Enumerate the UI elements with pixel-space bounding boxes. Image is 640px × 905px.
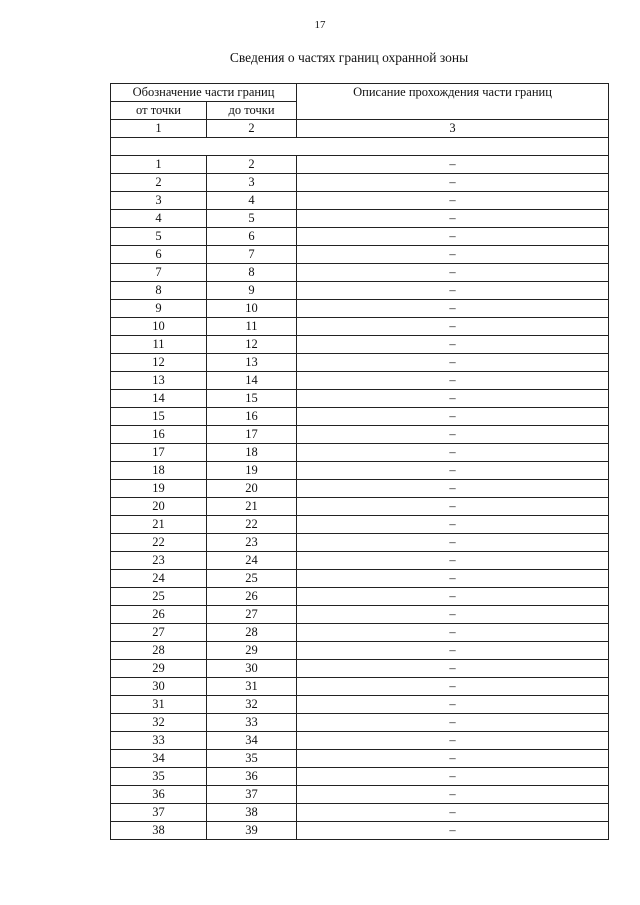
- to-point-cell: 19: [207, 462, 297, 480]
- to-point-cell: 6: [207, 228, 297, 246]
- from-point-cell: 35: [111, 768, 207, 786]
- table-row: [111, 282, 609, 300]
- to-point-cell: 7: [207, 246, 297, 264]
- to-point-cell: 31: [207, 678, 297, 696]
- column-number: 2: [207, 120, 297, 138]
- description-cell: –: [297, 750, 609, 768]
- table-row: [111, 480, 609, 498]
- description-cell: –: [297, 534, 609, 552]
- from-point-cell: 25: [111, 588, 207, 606]
- to-point-cell: 25: [207, 570, 297, 588]
- description-cell: –: [297, 714, 609, 732]
- header-row-group: [111, 84, 609, 102]
- description-cell: –: [297, 696, 609, 714]
- table-row: [111, 588, 609, 606]
- description-cell: –: [297, 282, 609, 300]
- to-point-cell: 8: [207, 264, 297, 282]
- from-point-cell: 8: [111, 282, 207, 300]
- description-cell: –: [297, 300, 609, 318]
- to-point-cell: 32: [207, 696, 297, 714]
- from-point-cell: 6: [111, 246, 207, 264]
- from-point-cell: 38: [111, 822, 207, 840]
- from-point-cell: 29: [111, 660, 207, 678]
- description-cell: –: [297, 264, 609, 282]
- description-cell: –: [297, 192, 609, 210]
- from-point-cell: 22: [111, 534, 207, 552]
- from-point-cell: 23: [111, 552, 207, 570]
- from-point-cell: 3: [111, 192, 207, 210]
- table-row: [111, 192, 609, 210]
- table-row: [111, 750, 609, 768]
- to-point-cell: 17: [207, 426, 297, 444]
- to-point-cell: 9: [207, 282, 297, 300]
- header-from-point: от точки: [111, 102, 207, 120]
- to-point-cell: 24: [207, 552, 297, 570]
- from-point-cell: 16: [111, 426, 207, 444]
- table-row: [111, 732, 609, 750]
- table-row: [111, 534, 609, 552]
- description-cell: –: [297, 246, 609, 264]
- table-row: [111, 642, 609, 660]
- to-point-cell: 15: [207, 390, 297, 408]
- description-cell: –: [297, 552, 609, 570]
- from-point-cell: 33: [111, 732, 207, 750]
- table-row: [111, 426, 609, 444]
- description-cell: –: [297, 228, 609, 246]
- description-cell: –: [297, 678, 609, 696]
- column-number: 3: [297, 120, 609, 138]
- to-point-cell: 39: [207, 822, 297, 840]
- description-cell: –: [297, 372, 609, 390]
- from-point-cell: 4: [111, 210, 207, 228]
- table-row: [111, 318, 609, 336]
- to-point-cell: 37: [207, 786, 297, 804]
- from-point-cell: 18: [111, 462, 207, 480]
- to-point-cell: 20: [207, 480, 297, 498]
- table-row: [111, 372, 609, 390]
- description-cell: –: [297, 588, 609, 606]
- table-row: [111, 786, 609, 804]
- from-point-cell: 15: [111, 408, 207, 426]
- table-row: [111, 516, 609, 534]
- table-row: [111, 714, 609, 732]
- table-row: [111, 246, 609, 264]
- table-row: [111, 822, 609, 840]
- to-point-cell: 29: [207, 642, 297, 660]
- to-point-cell: 26: [207, 588, 297, 606]
- to-point-cell: 36: [207, 768, 297, 786]
- from-point-cell: 5: [111, 228, 207, 246]
- table-row: [111, 624, 609, 642]
- description-cell: –: [297, 156, 609, 174]
- from-point-cell: 17: [111, 444, 207, 462]
- from-point-cell: 36: [111, 786, 207, 804]
- description-cell: –: [297, 408, 609, 426]
- to-point-cell: 11: [207, 318, 297, 336]
- from-point-cell: 26: [111, 606, 207, 624]
- to-point-cell: 3: [207, 174, 297, 192]
- to-point-cell: 12: [207, 336, 297, 354]
- page-number: 17: [314, 19, 326, 31]
- table-row: [111, 696, 609, 714]
- from-point-cell: 7: [111, 264, 207, 282]
- from-point-cell: 28: [111, 642, 207, 660]
- boundary-parts-table: [110, 83, 609, 840]
- header-boundary-designation: Обозначение части границ: [111, 84, 297, 102]
- from-point-cell: 30: [111, 678, 207, 696]
- from-point-cell: 37: [111, 804, 207, 822]
- to-point-cell: 27: [207, 606, 297, 624]
- from-point-cell: 34: [111, 750, 207, 768]
- to-point-cell: 21: [207, 498, 297, 516]
- description-cell: –: [297, 336, 609, 354]
- table-row: [111, 210, 609, 228]
- table-row: [111, 354, 609, 372]
- table-row: [111, 678, 609, 696]
- description-cell: –: [297, 822, 609, 840]
- blank-cell: [111, 138, 609, 156]
- from-point-cell: 2: [111, 174, 207, 192]
- description-cell: –: [297, 642, 609, 660]
- table-row: [111, 462, 609, 480]
- column-number: 1: [111, 120, 207, 138]
- description-cell: –: [297, 516, 609, 534]
- description-cell: –: [297, 660, 609, 678]
- column-number-row: [111, 120, 609, 138]
- from-point-cell: 12: [111, 354, 207, 372]
- table-row: [111, 660, 609, 678]
- to-point-cell: 38: [207, 804, 297, 822]
- description-cell: –: [297, 786, 609, 804]
- to-point-cell: 35: [207, 750, 297, 768]
- from-point-cell: 32: [111, 714, 207, 732]
- to-point-cell: 14: [207, 372, 297, 390]
- description-cell: –: [297, 498, 609, 516]
- to-point-cell: 10: [207, 300, 297, 318]
- description-cell: –: [297, 426, 609, 444]
- table-row: [111, 444, 609, 462]
- table-row: [111, 156, 609, 174]
- from-point-cell: 9: [111, 300, 207, 318]
- description-cell: –: [297, 480, 609, 498]
- to-point-cell: 5: [207, 210, 297, 228]
- description-cell: –: [297, 444, 609, 462]
- description-cell: –: [297, 804, 609, 822]
- table-row: [111, 300, 609, 318]
- description-cell: –: [297, 390, 609, 408]
- header-to-point: до точки: [207, 102, 297, 120]
- blank-row: [111, 138, 609, 156]
- to-point-cell: 4: [207, 192, 297, 210]
- from-point-cell: 21: [111, 516, 207, 534]
- description-cell: –: [297, 318, 609, 336]
- to-point-cell: 33: [207, 714, 297, 732]
- from-point-cell: 31: [111, 696, 207, 714]
- description-cell: –: [297, 354, 609, 372]
- to-point-cell: 13: [207, 354, 297, 372]
- description-cell: –: [297, 606, 609, 624]
- to-point-cell: 30: [207, 660, 297, 678]
- from-point-cell: 19: [111, 480, 207, 498]
- table-row: [111, 264, 609, 282]
- to-point-cell: 18: [207, 444, 297, 462]
- table-row: [111, 336, 609, 354]
- table-row: [111, 804, 609, 822]
- to-point-cell: 28: [207, 624, 297, 642]
- table-row: [111, 174, 609, 192]
- to-point-cell: 22: [207, 516, 297, 534]
- description-cell: –: [297, 732, 609, 750]
- to-point-cell: 34: [207, 732, 297, 750]
- description-cell: –: [297, 624, 609, 642]
- table-row: [111, 228, 609, 246]
- from-point-cell: 11: [111, 336, 207, 354]
- from-point-cell: 24: [111, 570, 207, 588]
- from-point-cell: 1: [111, 156, 207, 174]
- to-point-cell: 2: [207, 156, 297, 174]
- from-point-cell: 27: [111, 624, 207, 642]
- table-row: [111, 408, 609, 426]
- from-point-cell: 10: [111, 318, 207, 336]
- from-point-cell: 20: [111, 498, 207, 516]
- header-boundary-description: Описание прохождения части границ: [297, 84, 609, 120]
- to-point-cell: 23: [207, 534, 297, 552]
- description-cell: –: [297, 462, 609, 480]
- table-row: [111, 498, 609, 516]
- table-row: [111, 606, 609, 624]
- description-cell: –: [297, 174, 609, 192]
- to-point-cell: 16: [207, 408, 297, 426]
- description-cell: –: [297, 210, 609, 228]
- table-row: [111, 768, 609, 786]
- page-title: Сведения о частях границ охранной зоны: [229, 50, 469, 65]
- table-row: [111, 390, 609, 408]
- table-row: [111, 552, 609, 570]
- table-row: [111, 570, 609, 588]
- from-point-cell: 14: [111, 390, 207, 408]
- table-body: [111, 156, 609, 840]
- description-cell: –: [297, 570, 609, 588]
- from-point-cell: 13: [111, 372, 207, 390]
- description-cell: –: [297, 768, 609, 786]
